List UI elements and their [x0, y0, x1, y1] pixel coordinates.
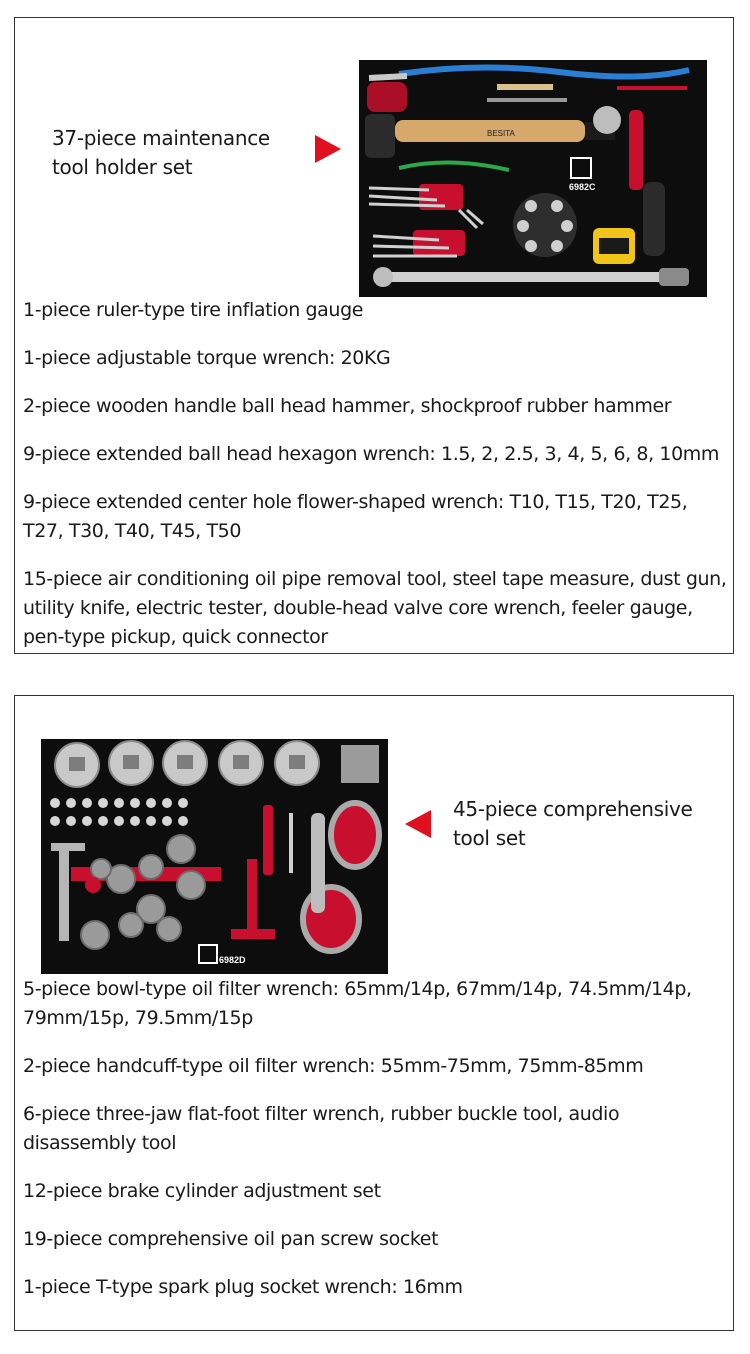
item-list	[23, 296, 729, 671]
set-caption: 37-piece maintenance tool holder set	[52, 126, 270, 179]
list-item: 6-piece three-jaw flat-foot filter wrench, rubber buckle tool, audio disassembly tool	[23, 1103, 620, 1154]
list-item: 15-piece air conditioning oil pipe removal tool, steel tape measure, dust gun, utility knife, electric tester, double-head valve core wrench, feeler gauge, pen-type pickup, quick connector	[23, 568, 727, 648]
brand-label: BESITA	[487, 129, 515, 138]
list-item: 1-piece adjustable torque wrench: 20KG	[23, 347, 391, 369]
list-item: 2-piece handcuff-type oil filter wrench: 55mm-75mm, 75mm-85mm	[23, 1055, 644, 1077]
pointer-arrow-icon	[405, 810, 431, 838]
tool-tray-illustration	[359, 60, 707, 297]
tool-set-panel-37	[14, 17, 734, 654]
tool-tray-photo	[359, 60, 707, 297]
list-item: 1-piece T-type spark plug socket wrench: 16mm	[23, 1276, 463, 1298]
item-list	[23, 975, 729, 1321]
tool-tray-photo	[41, 739, 388, 974]
tool-set-panel-45	[14, 695, 734, 1331]
pointer-arrow-icon	[315, 135, 341, 163]
list-item: 2-piece wooden handle ball head hammer, shockproof rubber hammer	[23, 395, 672, 417]
tool-tray-illustration	[41, 739, 388, 974]
list-item: 5-piece bowl-type oil filter wrench: 65mm/14p, 67mm/14p, 74.5mm/14p, 79mm/15p, 79.5mm/15p	[23, 978, 692, 1029]
tray-label: 6982C	[569, 182, 596, 192]
list-item: 9-piece extended ball head hexagon wrench: 1.5, 2, 2.5, 3, 4, 5, 6, 8, 10mm	[23, 443, 719, 465]
list-item: 1-piece ruler-type tire inflation gauge	[23, 299, 364, 321]
list-item: 19-piece comprehensive oil pan screw socket	[23, 1228, 439, 1250]
list-item: 12-piece brake cylinder adjustment set	[23, 1180, 381, 1202]
list-item: 9-piece extended center hole flower-shaped wrench: T10, T15, T20, T25, T27, T30, T40, T45, T50	[23, 491, 688, 542]
set-caption: 45-piece comprehensive tool set	[453, 797, 693, 850]
tray-label: 6982D	[219, 955, 246, 965]
